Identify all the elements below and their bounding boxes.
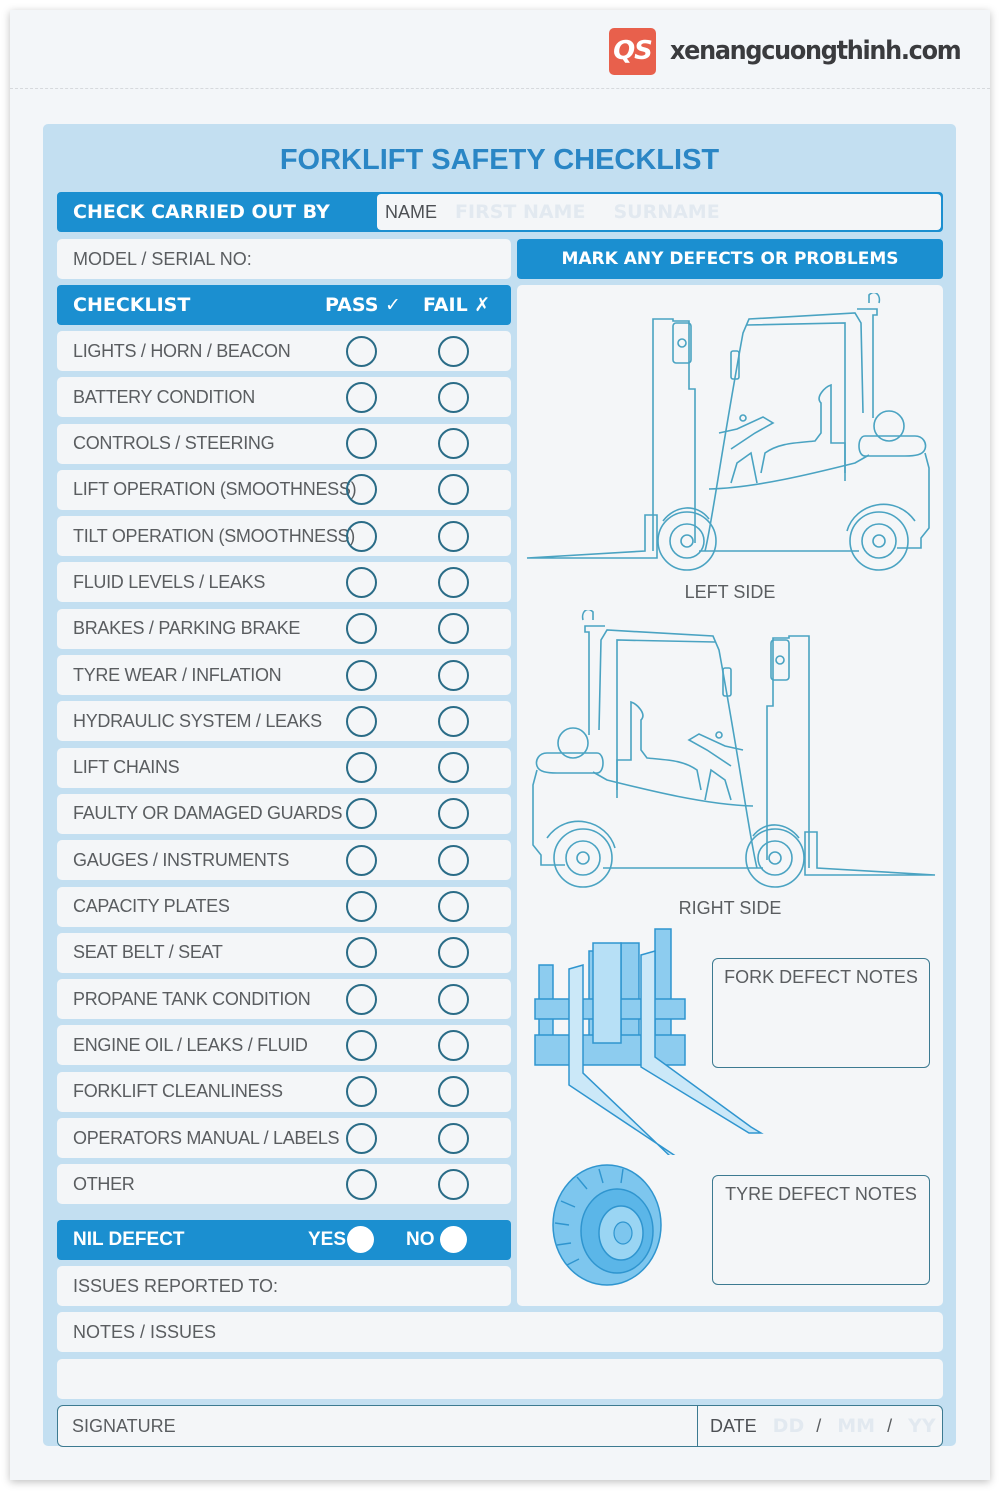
fail-radio[interactable] [438, 752, 469, 783]
checklist-row [57, 609, 511, 649]
nil-defect-yes-radio[interactable] [347, 1226, 374, 1253]
pass-radio[interactable] [346, 1076, 377, 1107]
checklist-row [57, 748, 511, 788]
notes-issues-line-2[interactable] [57, 1359, 943, 1399]
pass-radio[interactable] [346, 428, 377, 459]
model-serial-label: MODEL / SERIAL NO: [73, 248, 252, 269]
right-side-caption: RIGHT SIDE [678, 898, 782, 918]
pass-radio[interactable] [346, 474, 377, 505]
date-yy-placeholder: YY [908, 1415, 936, 1437]
fail-radio[interactable] [438, 891, 469, 922]
tyre-defect-notes-field[interactable] [712, 1175, 930, 1285]
fail-column-header: FAIL ✗ [423, 294, 491, 316]
pass-radio[interactable] [346, 752, 377, 783]
fail-radio[interactable] [438, 567, 469, 598]
checklist-row [57, 840, 511, 880]
checklist-row [57, 1072, 511, 1112]
defect-drawings-area[interactable] [517, 285, 943, 1306]
checklist-rows [57, 331, 511, 1211]
checklist-row [57, 331, 511, 371]
fail-radio[interactable] [438, 1123, 469, 1154]
pass-radio[interactable] [346, 937, 377, 968]
defects-header: MARK ANY DEFECTS OR PROBLEMS [517, 239, 943, 279]
checklist-item-label: LIFT CHAINS [73, 757, 180, 778]
checklist-item-label: ENGINE OIL / LEAKS / FLUID [73, 1034, 308, 1055]
checklist-row [57, 933, 511, 973]
date-label: DATE [710, 1415, 757, 1436]
forklift-left-side-drawing[interactable] [525, 293, 937, 575]
checklist-item-label: BRAKES / PARKING BRAKE [73, 618, 301, 639]
checklist-row [57, 701, 511, 741]
pass-radio[interactable] [346, 984, 377, 1015]
pass-radio[interactable] [346, 613, 377, 644]
pass-radio[interactable] [346, 521, 377, 552]
checklist-item-label: CONTROLS / STEERING [73, 433, 275, 454]
fail-radio[interactable] [438, 474, 469, 505]
issues-reported-to-label: ISSUES REPORTED TO: [73, 1275, 279, 1296]
notes-issues-label: NOTES / ISSUES [73, 1321, 217, 1342]
nil-defect-no-label: NO [406, 1229, 435, 1250]
checklist-item-label: BATTERY CONDITION [73, 386, 255, 407]
checklist-row [57, 655, 511, 695]
check-carried-out-by-row [57, 192, 943, 232]
brand-site-name: xenangcuongthinh.com [670, 36, 961, 66]
date-separator: / [816, 1415, 822, 1436]
checklist-item-label: GAUGES / INSTRUMENTS [73, 849, 290, 870]
fail-radio[interactable] [438, 1076, 469, 1107]
pass-column-header: PASS ✓ [325, 294, 401, 316]
tyre-illustration[interactable] [547, 1161, 667, 1291]
checklist-item-label: LIFT OPERATION (SMOOTHNESS) [73, 479, 357, 500]
nil-defect-label: NIL DEFECT [73, 1229, 185, 1250]
pass-radio[interactable] [346, 382, 377, 413]
fail-radio[interactable] [438, 984, 469, 1015]
date-separator: / [887, 1415, 893, 1436]
forklift-right-side-drawing[interactable] [525, 610, 937, 900]
checklist-item-label: FLUID LEVELS / LEAKS [73, 571, 266, 592]
checklist-sheet [10, 10, 990, 1480]
checklist-item-label: OPERATORS MANUAL / LABELS [73, 1127, 340, 1148]
fail-radio[interactable] [438, 428, 469, 459]
issues-reported-to-field[interactable] [57, 1266, 511, 1306]
checklist-item-label: LIGHTS / HORN / BEACON [73, 340, 291, 361]
checklist-row [57, 470, 511, 510]
pass-radio[interactable] [346, 845, 377, 876]
checklist-item-label: SEAT BELT / SEAT [73, 942, 223, 963]
fail-radio[interactable] [438, 706, 469, 737]
checklist-row [57, 424, 511, 464]
pass-radio[interactable] [346, 891, 377, 922]
fail-radio[interactable] [438, 798, 469, 829]
fork-defect-notes-field[interactable] [712, 958, 930, 1068]
checklist-row [57, 1164, 511, 1204]
model-serial-field[interactable] [57, 239, 511, 279]
pass-radio[interactable] [346, 1123, 377, 1154]
date-field[interactable] [698, 1415, 936, 1437]
checklist-header-label: CHECKLIST [73, 294, 191, 316]
fail-radio[interactable] [438, 336, 469, 367]
fail-radio[interactable] [438, 1169, 469, 1200]
pass-radio[interactable] [346, 798, 377, 829]
checklist-row [57, 887, 511, 927]
checklist-item-label: TYRE WEAR / INFLATION [73, 664, 282, 685]
signature-field[interactable] [58, 1406, 698, 1446]
checklist-item-label: FORKLIFT CLEANLINESS [73, 1081, 283, 1102]
fail-radio[interactable] [438, 613, 469, 644]
checklist-item-label: OTHER [73, 1173, 135, 1194]
notes-issues-field[interactable] [57, 1312, 943, 1352]
pass-radio[interactable] [346, 706, 377, 737]
form-title: FORKLIFT SAFETY CHECKLIST [279, 144, 720, 176]
checklist-item-label: PROPANE TANK CONDITION [73, 988, 311, 1009]
date-dd-placeholder: DD [772, 1415, 805, 1437]
checklist-item-label: FAULTY OR DAMAGED GUARDS [73, 803, 343, 824]
checklist-row [57, 1025, 511, 1065]
checklist-row [57, 516, 511, 556]
pass-radio[interactable] [346, 1030, 377, 1061]
checklist-header [57, 285, 511, 325]
checklist-row [57, 377, 511, 417]
fail-radio[interactable] [438, 937, 469, 968]
nil-defect-no-radio[interactable] [440, 1226, 467, 1253]
checklist-row [57, 562, 511, 602]
checklist-item-label: TILT OPERATION (SMOOTHNESS) [73, 525, 355, 546]
signature-label: SIGNATURE [72, 1415, 176, 1436]
checklist-row [57, 1118, 511, 1158]
signature-date-row [57, 1405, 943, 1447]
left-side-caption: LEFT SIDE [684, 582, 776, 602]
tyre-defect-notes-label: TYRE DEFECT NOTES [725, 1184, 917, 1204]
fork-defect-notes-label: FORK DEFECT NOTES [724, 967, 918, 987]
checklist-item-label: CAPACITY PLATES [73, 896, 230, 917]
checklist-row [57, 794, 511, 834]
first-name-placeholder: FIRST NAME [455, 201, 586, 223]
check-carried-out-by-label: CHECK CARRIED OUT BY [73, 201, 330, 223]
brand-logo-icon: QS [609, 28, 656, 75]
pass-radio[interactable] [346, 1169, 377, 1200]
brand-header [609, 27, 986, 75]
fail-radio[interactable] [438, 660, 469, 691]
form-panel [43, 124, 956, 1446]
surname-placeholder: SURNAME [613, 201, 720, 223]
fail-radio[interactable] [438, 845, 469, 876]
nil-defect-row [57, 1220, 511, 1260]
nil-defect-yes-label: YES [308, 1229, 347, 1250]
name-label: NAME [385, 201, 438, 222]
tear-line-divider [10, 88, 990, 89]
checklist-row [57, 979, 511, 1019]
checklist-item-label: HYDRAULIC SYSTEM / LEAKS [73, 710, 322, 731]
pass-radio[interactable] [346, 336, 377, 367]
fail-radio[interactable] [438, 382, 469, 413]
fail-radio[interactable] [438, 521, 469, 552]
pass-radio[interactable] [346, 567, 377, 598]
pass-radio[interactable] [346, 660, 377, 691]
fail-radio[interactable] [438, 1030, 469, 1061]
date-mm-placeholder: MM [837, 1415, 876, 1437]
name-field[interactable] [377, 194, 941, 230]
